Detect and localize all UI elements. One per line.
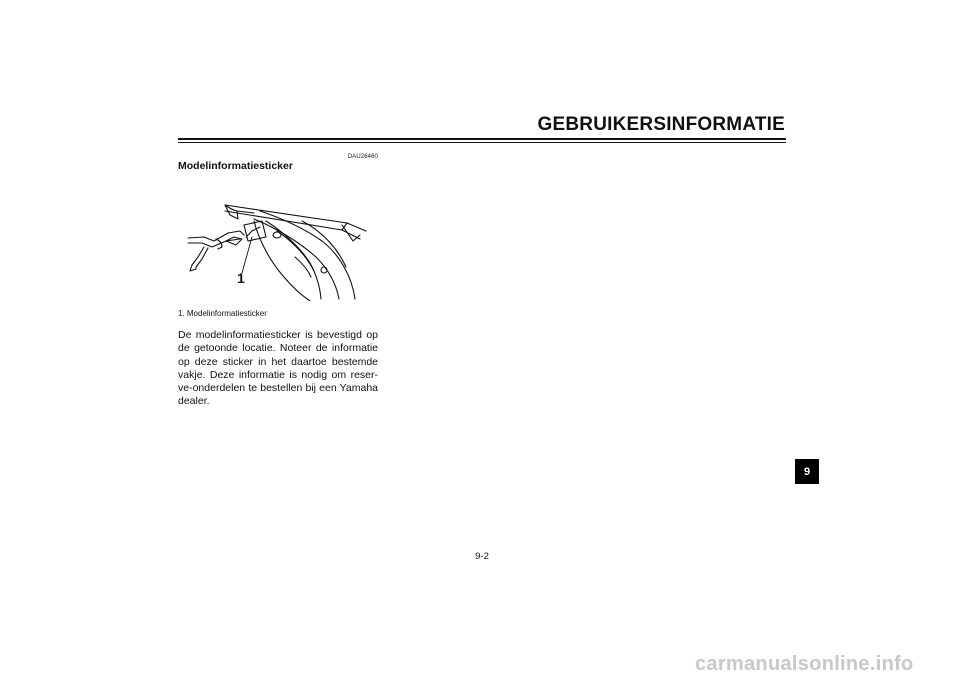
section-heading: Modelinformatiesticker	[178, 160, 293, 172]
body-line: op deze sticker in het daartoe bestemde	[178, 355, 378, 368]
body-line: vakje. Deze informatie is nodig om reser-	[178, 368, 378, 381]
body-paragraph	[178, 329, 378, 409]
chapter-tab-label: 9	[803, 465, 811, 478]
motorcycle-rear-illustration	[182, 197, 376, 301]
body-line: de getoonde locatie. Noteer de informatie	[178, 342, 378, 355]
header-rule-thin	[178, 142, 786, 143]
body-line: dealer.	[178, 395, 210, 408]
chapter-tab	[795, 459, 819, 484]
page-number: 9-2	[475, 551, 489, 562]
header-rule-thick	[178, 138, 786, 140]
figure-callout-number: 1	[237, 270, 245, 286]
figure-caption: 1. Modelinformatiesticker	[178, 309, 267, 318]
page-title: GEBRUIKERSINFORMATIE	[537, 114, 785, 135]
watermark: carmanualsonline.info	[695, 653, 914, 675]
body-line: ve-onderdelen te bestellen bij een Yamaha	[178, 382, 378, 395]
document-code: DAU26460	[347, 154, 378, 160]
body-line: De modelinformatiesticker is bevestigd op	[178, 329, 378, 341]
